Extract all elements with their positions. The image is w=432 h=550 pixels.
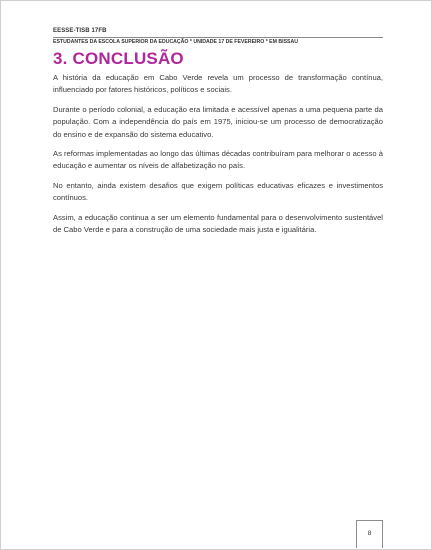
page-header (53, 28, 383, 46)
paragraph-1: A história da educação em Cabo Verde revela um processo de transformação contínua, influenciado por fatores históricos, políticos e sociais. (53, 73, 383, 95)
page-number: 8 (367, 530, 372, 537)
header-code: EESSE-TISB 17FB (53, 28, 107, 34)
paragraph-5: Assim, a educação continua a ser um elemento fundamental para o desenvolvimento sustentável de Cabo Verde e para a construção de uma sociedade mais justa e igualitária. (53, 212, 383, 235)
section-body (53, 72, 383, 243)
paragraph-4: No entanto, ainda existem desafios que exigem políticas educativas eficazes e investimentos contínuos. (53, 180, 383, 203)
page-number-box (356, 520, 383, 548)
header-subtitle: ESTUDANTES DA ESCOLA SUPERIOR DA EDUCAÇÃO * UNIDADE 17 DE FEVEREIRO * EM BISSAU (53, 39, 298, 45)
header-divider (53, 37, 383, 38)
section-title: 3. CONCLUSÃO (53, 49, 184, 68)
paragraph-3: As reformas implementadas ao longo das últimas décadas contribuíram para melhorar o acesso à educação e aumentar os níveis de alfabetização no país. (53, 149, 383, 171)
paragraph-2: Durante o período colonial, a educação era limitada e acessível apenas a uma pequena parte da população. Com a independência do país em 1975, iniciou-se um processo de democratização do ensino e de expansão do sistema educativo. (53, 104, 383, 139)
